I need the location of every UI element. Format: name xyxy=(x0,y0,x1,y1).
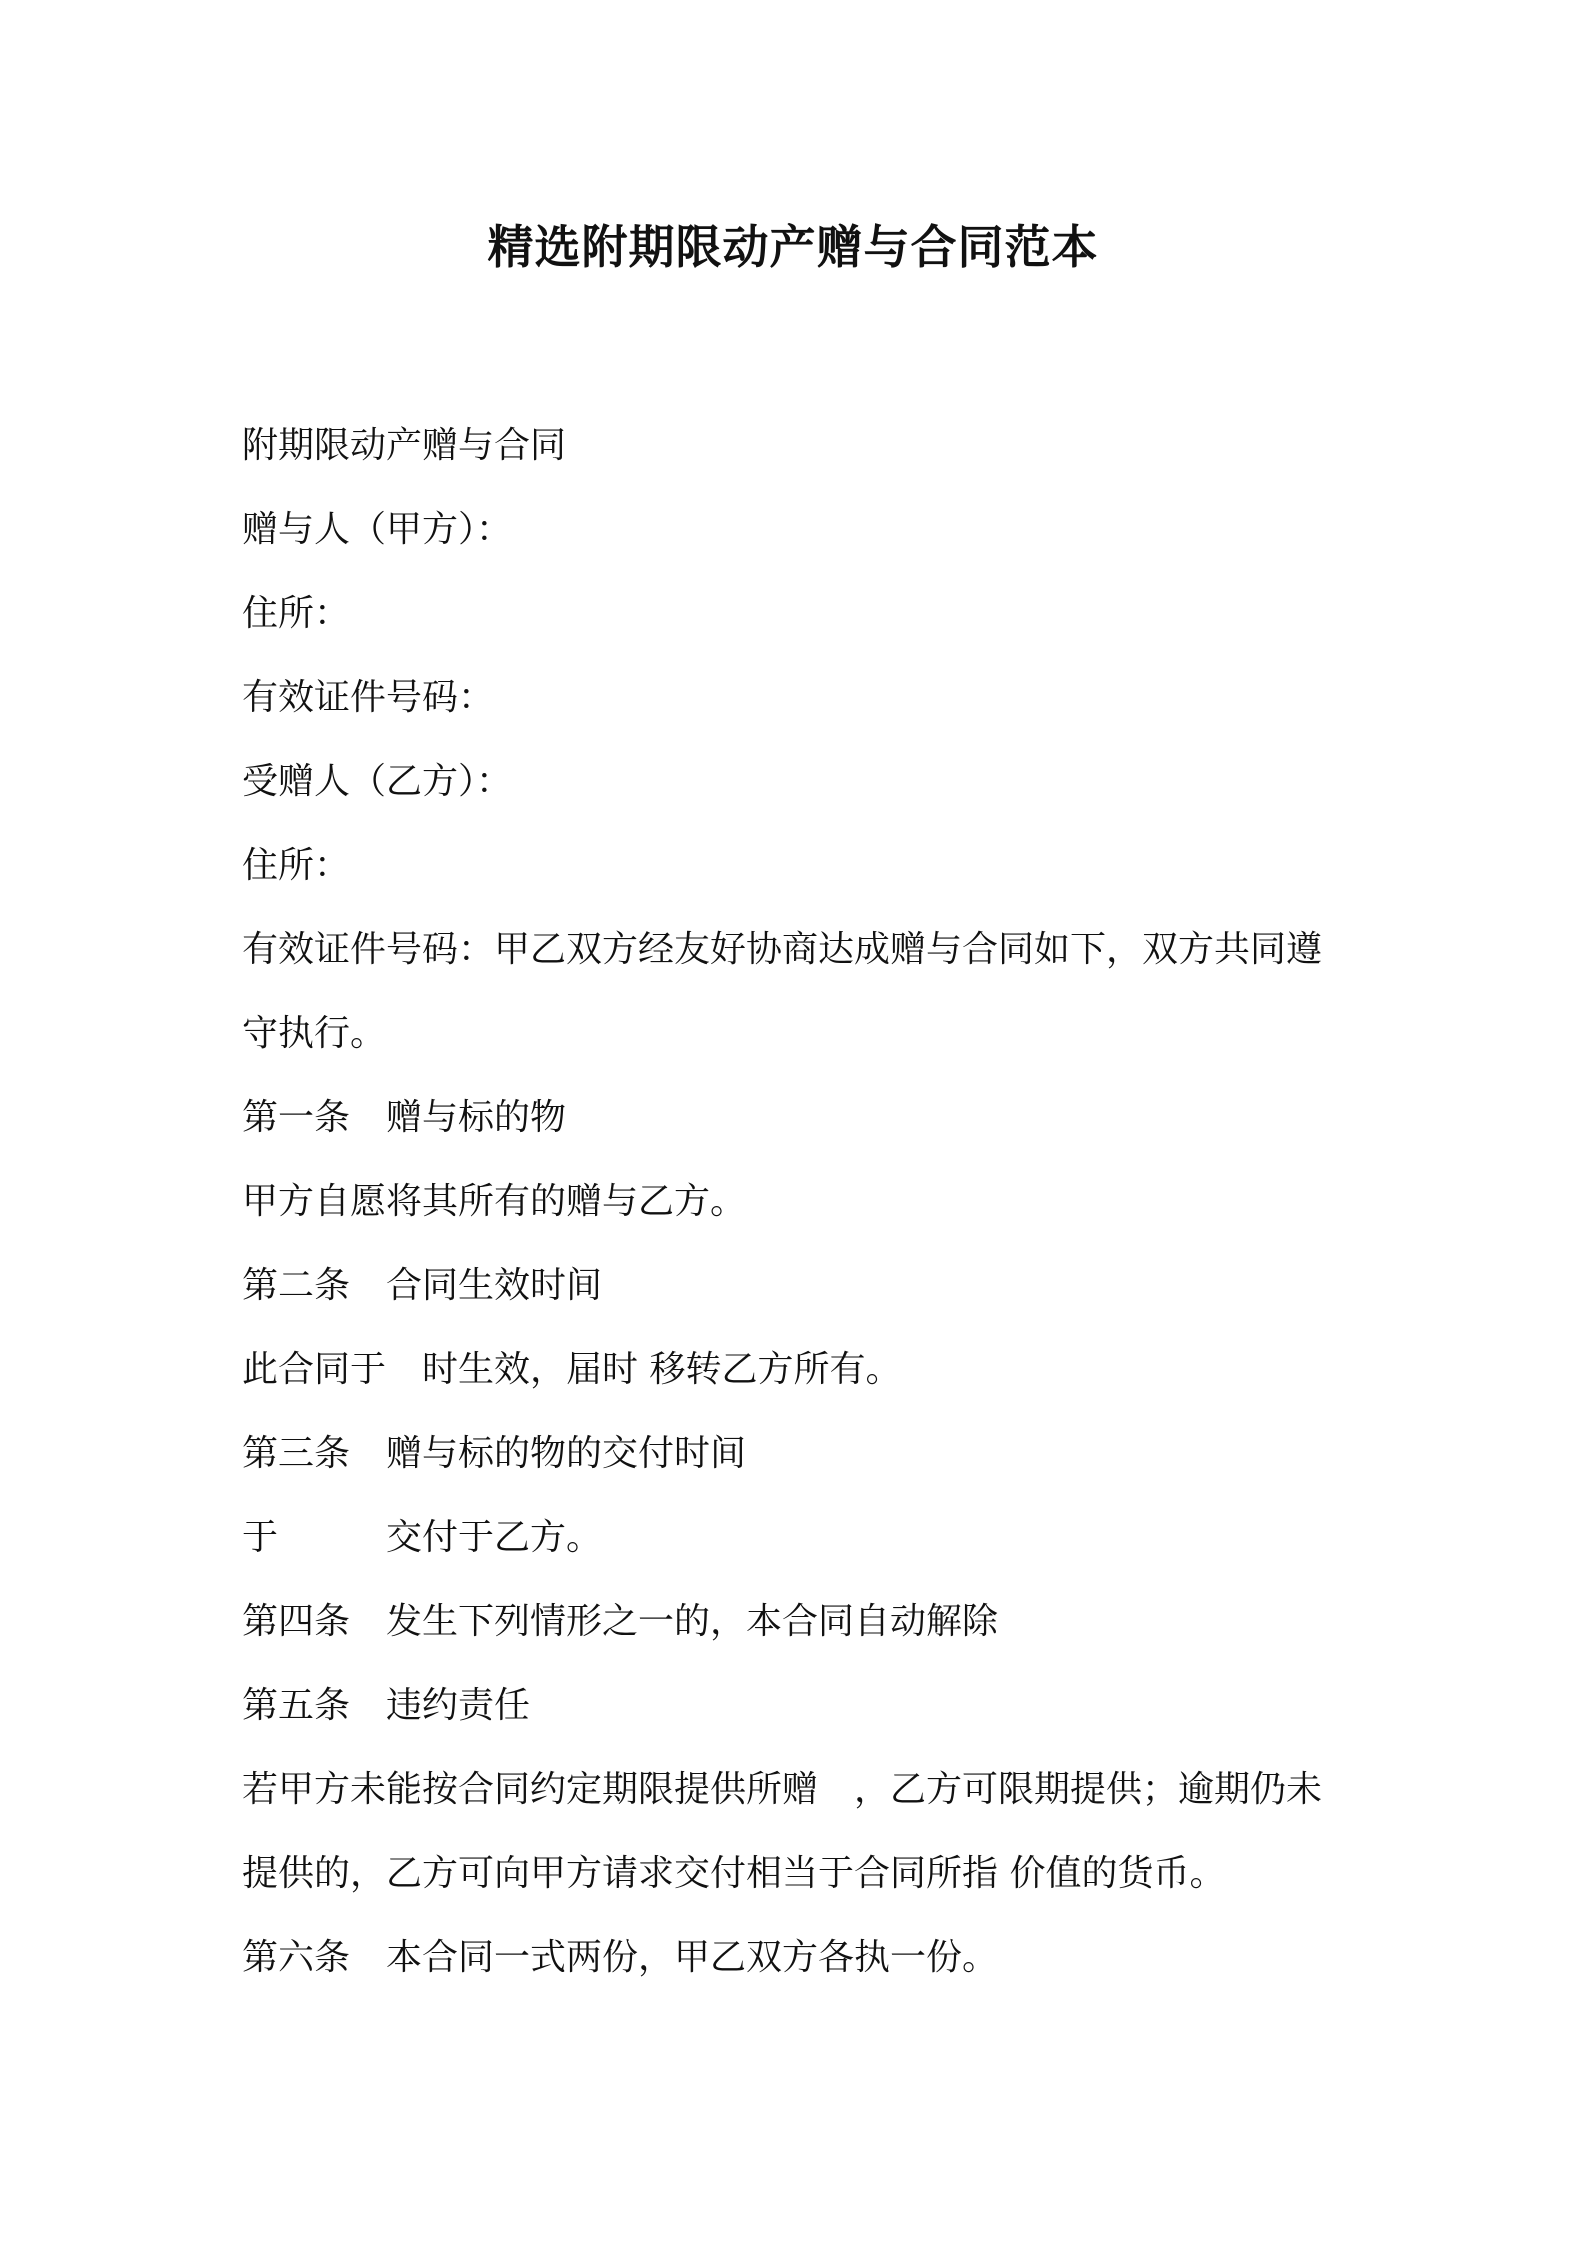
contract-heading: 附期限动产赠与合同 xyxy=(242,425,567,466)
donee-id-and-preamble: 有效证件号码：甲乙双方经友好协商达成赠与合同如下，双方共同遵守执行。 xyxy=(242,929,1323,1054)
article-6-text: 第六条 本合同一式两份，甲乙双方各执一份。 xyxy=(242,1937,999,1978)
article-4-heading: 第四条 发生下列情形之一的，本合同自动解除 xyxy=(242,1601,999,1642)
article-3-heading: 第三条 赠与标的物的交付时间 xyxy=(242,1433,747,1474)
document-body xyxy=(242,404,1352,2000)
donor-label: 赠与人（甲方）： xyxy=(242,509,513,550)
article-3-text: 于 交付于乙方。 xyxy=(242,1517,603,1558)
document-title: 精选附期限动产赠与合同范本 xyxy=(487,220,1099,274)
article-1-text: 甲方自愿将其所有的赠与乙方。 xyxy=(242,1181,747,1222)
article-5-text: 若甲方未能按合同约定期限提供所赠 ，乙方可限期提供；逾期仍未提供的，乙方可向甲方请求交付相当于合同所指 价值的货币。 xyxy=(242,1769,1323,1894)
donor-id-label: 有效证件号码： xyxy=(242,677,495,718)
donee-label: 受赠人（乙方）： xyxy=(242,761,513,802)
article-1-heading: 第一条 赠与标的物 xyxy=(242,1097,567,1138)
article-5-heading: 第五条 违约责任 xyxy=(242,1685,531,1726)
donor-address-label: 住所： xyxy=(242,593,351,634)
article-2-heading: 第二条 合同生效时间 xyxy=(242,1265,603,1306)
donee-address-label: 住所： xyxy=(242,845,351,886)
article-2-text: 此合同于 时生效，届时 移转乙方所有。 xyxy=(242,1349,902,1390)
